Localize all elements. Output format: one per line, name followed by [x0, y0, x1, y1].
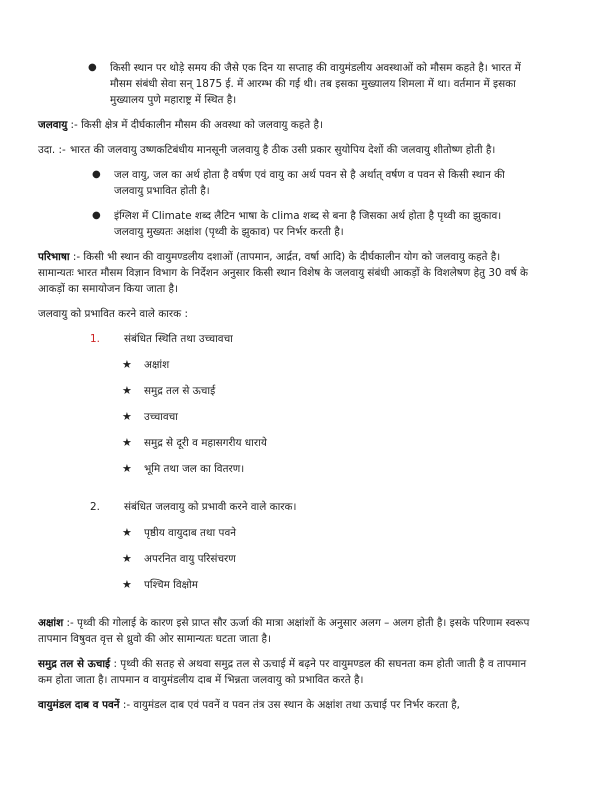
factor-title: संबंधित स्थिति तथा उच्चावचा — [124, 333, 233, 345]
jalvayu-text: :- किसी क्षेत्र में दीर्घकालीन मौसम की अवस्था को जलवायु कहते है। — [67, 119, 323, 131]
list-item — [38, 383, 530, 409]
jalvayu-paragraph — [38, 117, 530, 133]
list-item — [38, 409, 530, 435]
bullet-item — [38, 167, 530, 199]
list-item-text: अपरनित वायु परिसंचरण — [144, 553, 236, 565]
samudra-term: समुद्र तल से ऊचाई — [38, 658, 111, 670]
example-paragraph — [38, 142, 530, 158]
star-icon: ★ — [122, 358, 132, 371]
factors-heading — [38, 306, 530, 322]
list-item-text: समुद्र तल से ऊचाई — [144, 385, 216, 397]
bullet-text: इंग्लिश में Climate शब्द लैटिन भाषा के clima शब्द से बना है जिसका अर्थ होता है पृथ्वी का झुकाव। जलवायु मुख्यतः अक्षांश (पृथ्वी के झुकाव) पर निर्भर करती है। — [114, 210, 502, 238]
star-icon: ★ — [122, 436, 132, 449]
samudra-text: : पृथ्वी की सतह से अथवा समुद्र तल से ऊचाई में बढ़ने पर वायुमण्डल की सघनता कम होती जाती है व तापमान कम होता जाता है। तापमान व वायुमंडलीय दाब में भिन्नता जलवायु को प्रभावित करते है। — [38, 658, 527, 686]
list-item-text: अक्षांश — [144, 359, 170, 371]
definition-paragraph — [38, 249, 530, 297]
star-icon: ★ — [122, 526, 132, 539]
definition-term: परिभाषा — [38, 251, 70, 263]
factor-list — [38, 525, 530, 603]
bullet-icon: ● — [88, 62, 97, 73]
factors-heading-text: जलवायु को प्रभावित करने वाले कारक : — [38, 308, 188, 320]
jalvayu-term: जलवायु — [38, 119, 68, 131]
list-item-text: उच्चावचा — [144, 411, 178, 423]
factor-title: संबंधित जलवायु को प्रभावी करने वाले कारक। — [124, 501, 297, 513]
list-item — [38, 461, 530, 487]
factor-group-heading — [38, 499, 530, 515]
star-icon: ★ — [122, 578, 132, 591]
vayudab-paragraph — [38, 697, 530, 713]
star-icon: ★ — [122, 552, 132, 565]
factor-group-heading — [38, 331, 530, 347]
factor-number: 2. — [90, 501, 100, 513]
list-item — [38, 357, 530, 383]
example-text: भारत की जलवायु उष्णकटिबंधीय मानसूनी जलवायु है ठीक उसी प्रकार सुयोपिय देशों की जलवायु शीतोष्ण होती है। — [70, 144, 496, 156]
list-item — [38, 525, 530, 551]
list-item — [38, 577, 530, 603]
star-icon: ★ — [122, 462, 132, 475]
list-item-text: पृष्ठीय वायुदाब तथा पवने — [144, 527, 236, 539]
akshansh-text: :- पृथ्वी की गोलाई के कारण इसे प्राप्त सौर ऊर्जा की मात्रा अक्षांशों के अनुसार अलग – अलग होती है। इसके परिणाम स्वरूप तापमान विषुवत वृत्त से ध्रुवो की ओर सामान्यतः घटता जाता है। — [38, 617, 530, 645]
bullet-icon: ● — [92, 169, 101, 180]
bullet-item — [38, 208, 530, 240]
vayudab-text: :- वायुमंडल दाब एवं पवनें व पवन तंत्र उस स्थान के अक्षांश तथा ऊचाई पर निर्भर करता है, — [119, 699, 460, 711]
factor-number: 1. — [90, 333, 100, 345]
list-item — [38, 551, 530, 577]
akshansh-term: अक्षांश — [38, 617, 64, 629]
intro-bullet-item — [38, 60, 530, 108]
intro-bullet-text: किसी स्थान पर थोड़े समय की जैसे एक दिन या सप्ताह की वायुमंडलीय अवस्थाओं को मौसम कहते है। भारत में मौसम संबंधी सेवा सन् 1875 ई. में आरम्भ की गई थी। तब इसका मुख्यालय शिमला में था। वर्तमान में इसका मुख्यालय पुणे महाराष्ट्र में स्थित है। — [110, 62, 521, 106]
list-item-text: समुद्र से दूरी व महासगरीय धाराये — [144, 437, 267, 449]
definition-text: :- किसी भी स्थान की वायुमण्डलीय दशाओं (तापमान, आर्द्रत, वर्षा आदि) के दीर्घकालीन योग को जलवायु कहते है। सामान्यतः भारत मौसम विज्ञान विभाग के निर्देशन अनुसार किसी स्थान विशेष के जलवायु संबंधी आकड़ों के विशलेषण हेतु 30 वर्ष के आकड़ों का समायोजन किया जाता है। — [38, 251, 528, 295]
star-icon: ★ — [122, 410, 132, 423]
list-item-text: भूमि तथा जल का वितरण। — [144, 463, 245, 475]
factor-list — [38, 357, 530, 487]
list-item-text: पश्चिम विक्षोम — [144, 579, 198, 591]
bullet-icon: ● — [92, 210, 101, 221]
star-icon: ★ — [122, 384, 132, 397]
example-tag: उदा. :- — [38, 144, 66, 156]
bullet-text: जल वायु, जल का अर्थ होता है वर्षण एवं वायु का अर्थ पवन से है अर्थात् वर्षण व पवन से किसी स्थान की जलवायु प्रभावित होती है। — [114, 169, 505, 197]
samudra-paragraph — [38, 656, 530, 688]
vayudab-term: वायुमंडल दाब व पवनें — [38, 699, 120, 711]
akshansh-paragraph — [38, 615, 530, 647]
list-item — [38, 435, 530, 461]
